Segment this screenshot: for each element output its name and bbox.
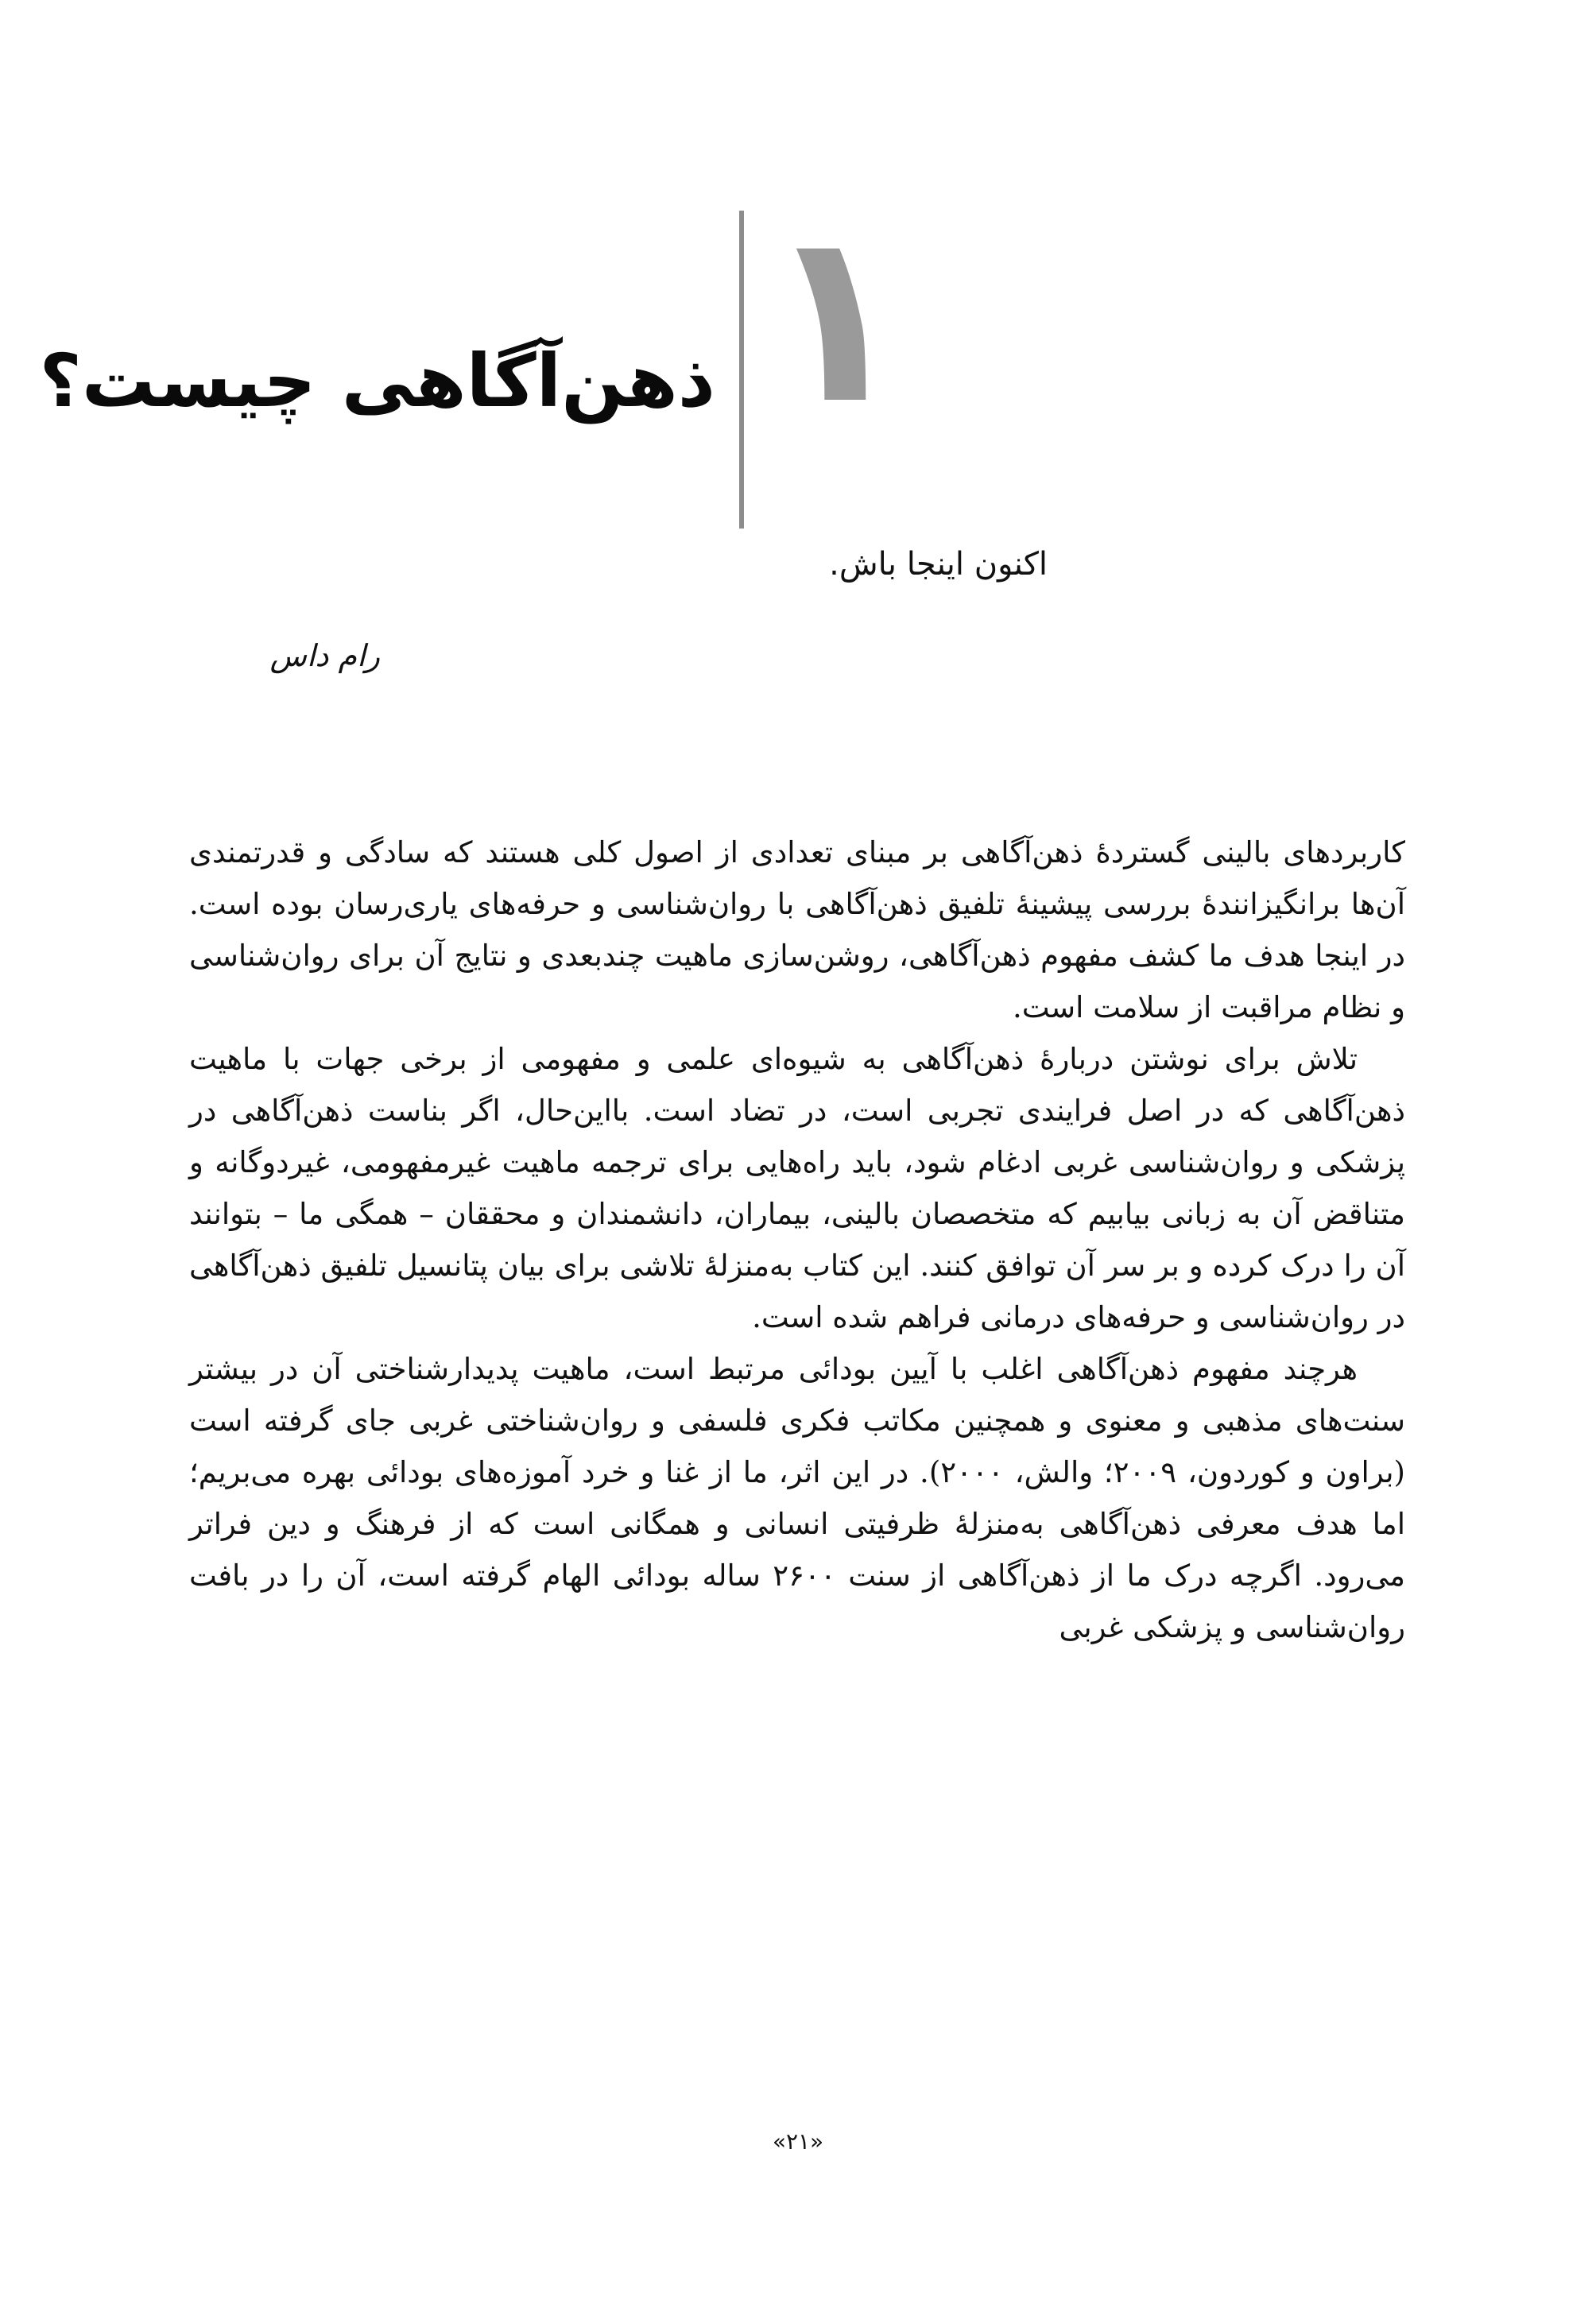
paragraph: کاربردهای بالینی گستردهٔ ذهن‌آگاهی بر مبنای تعدادی از اصول کلی هستند که سادگی و قدرتمندی آن‌ها برانگیزانندهٔ بررسی پیشینهٔ تلفیق ذهن‌آگاهی با روان‌شناسی و حرفه‌های یاری‌رسان بوده است. در اینجا هدف ما کشف مفهوم ذهن‌آگاهی، روشن‌سازی ماهیت چندبعدی و نتایج آن برای روان‌شناسی و نظام مراقبت از سلامت است. [189,835,1405,1024]
chapter-number: ۱ [763,179,909,456]
chapter-title: ذهن‌آگاهی چیست؟ [39,339,715,424]
page-number: «۲۱» [772,2128,824,2155]
epigraph-quote: اکنون اینجا باش. [829,546,1048,583]
paragraph: هرچند مفهوم ذهن‌آگاهی اغلب با آیین بودائی مرتبط است، ماهیت پدیدارشناختی آن در بیشتر سنت‌های مذهبی و معنوی و همچنین مکاتب فکری فلسفی و روان‌شناختی غربی جای گرفته است (براون و کوردون، ۲۰۰۹؛ والش، ۲۰۰۰). در این اثر، ما از غنا و خرد آموزه‌های بودائی بهره می‌بریم؛ اما هدف معرفی ذهن‌آگاهی به‌منزلهٔ ظرفیتی انسانی و همگانی است که از فرهنگ و دین فراتر می‌رود. اگرچه درک ما از ذهن‌آگاهی از سنت ۲۶۰۰ ساله بودائی الهام گرفته است، آن را در بافت روان‌شناسی و پزشکی غربی [189,1352,1405,1644]
chapter-divider [739,211,744,529]
body-text [189,827,1405,1653]
epigraph-author: رام داس [269,638,380,673]
paragraph: تلاش برای نوشتن دربارهٔ ذهن‌آگاهی به شیوه‌ای علمی و مفهومی از برخی جهات با ماهیت ذهن‌آگاهی که در اصل فرایندی تجربی است، در تضاد است. بااین‌حال، اگر بناست ذهن‌آگاهی در پزشکی و روان‌شناسی غربی ادغام شود، باید راه‌هایی برای ترجمه ماهیت غیرمفهومی، غیردوگانه و متناقض آن به زبانی بیابیم که متخصصان بالینی، بیماران، دانشمندان و محققان – همگی ما – بتوانند آن را درک کرده و بر سر آن توافق کنند. این کتاب به‌منزلهٔ تلاشی برای بیان پتانسیل تلفیق ذهن‌آگاهی در روان‌شناسی و حرفه‌های درمانی فراهم شده است. [189,1042,1405,1334]
